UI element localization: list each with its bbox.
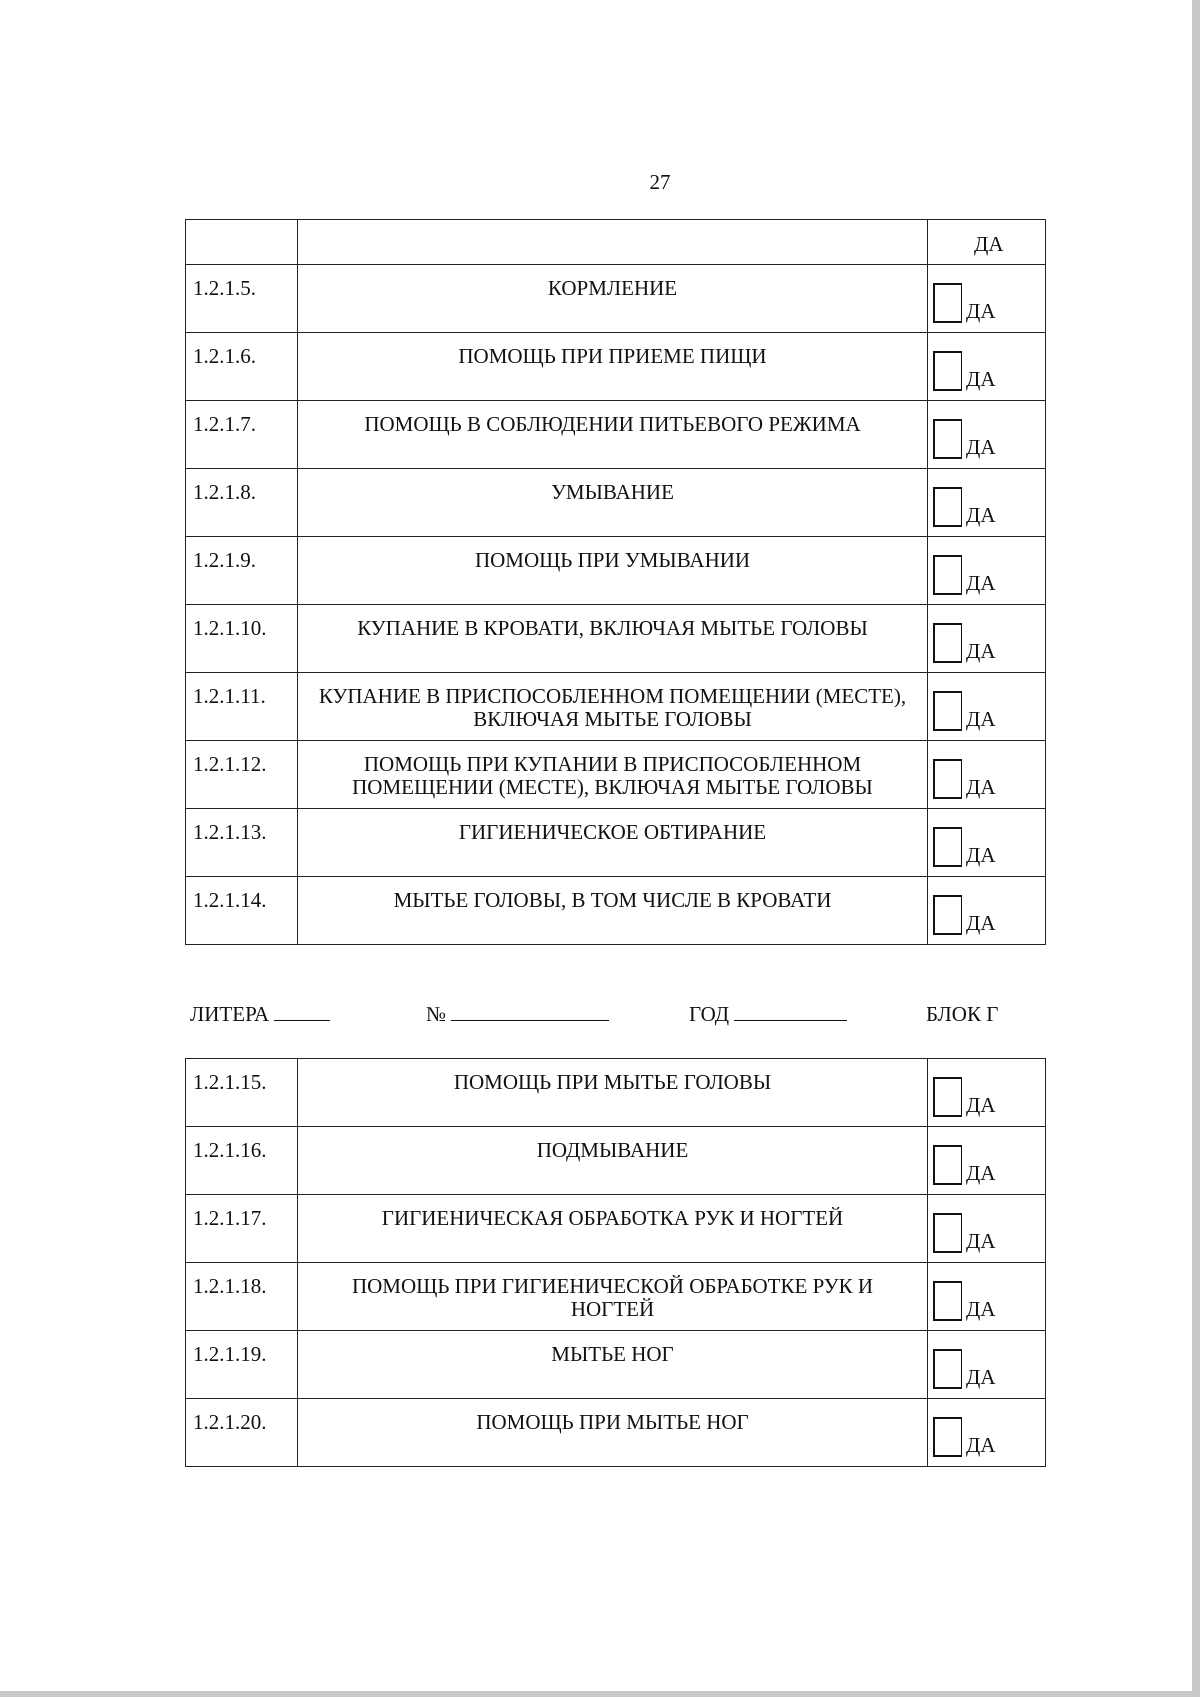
- yes-cell: [928, 1263, 1046, 1331]
- block-label: БЛОК Г: [926, 1002, 999, 1026]
- yes-checkbox[interactable]: [933, 487, 962, 527]
- yes-label: ДА: [966, 911, 996, 935]
- yes-label: ДА: [966, 299, 996, 323]
- yes-cell: [928, 537, 1046, 605]
- yes-label: ДА: [966, 1297, 996, 1321]
- item-description: ПОМОЩЬ ПРИ КУПАНИИ В ПРИСПОСОБЛЕННОМ ПОМЕЩЕНИИ (МЕСТЕ), ВКЛЮЧАЯ МЫТЬЕ ГОЛОВЫ: [298, 741, 928, 809]
- yes-cell: [928, 1399, 1046, 1467]
- litera-label: ЛИТЕРА: [190, 1002, 270, 1026]
- yes-label: ДА: [966, 707, 996, 731]
- yes-checkbox[interactable]: [933, 419, 962, 459]
- header-yes-cell: [928, 220, 1046, 265]
- yes-checkbox[interactable]: [933, 1281, 962, 1321]
- yes-checkbox[interactable]: [933, 691, 962, 731]
- item-code: 1.2.1.14.: [186, 877, 298, 945]
- item-code: 1.2.1.5.: [186, 265, 298, 333]
- item-code: 1.2.1.20.: [186, 1399, 298, 1467]
- table-row: [186, 673, 1046, 741]
- table-row: [186, 1331, 1046, 1399]
- table-row: [186, 401, 1046, 469]
- yes-cell: [928, 333, 1046, 401]
- yes-label: ДА: [966, 503, 996, 527]
- item-code: 1.2.1.12.: [186, 741, 298, 809]
- item-description: КУПАНИЕ В ПРИСПОСОБЛЕННОМ ПОМЕЩЕНИИ (МЕСТЕ), ВКЛЮЧАЯ МЫТЬЕ ГОЛОВЫ: [298, 673, 928, 741]
- yes-cell: [928, 605, 1046, 673]
- yes-cell: [928, 265, 1046, 333]
- yes-label: ДА: [966, 435, 996, 459]
- item-description: КОРМЛЕНИЕ: [298, 265, 928, 333]
- litera-blank[interactable]: [274, 1002, 330, 1021]
- table-row: [186, 537, 1046, 605]
- table-row: [186, 1263, 1046, 1331]
- table-row: [186, 1059, 1046, 1127]
- page-number: 27: [649, 170, 671, 194]
- yes-label: ДА: [966, 1433, 996, 1457]
- yes-label: ДА: [966, 367, 996, 391]
- yes-checkbox[interactable]: [933, 555, 962, 595]
- yes-label: ДА: [966, 1229, 996, 1253]
- header-yes-label: ДА: [974, 232, 1004, 256]
- year-field: [689, 1002, 847, 1027]
- table-row: [186, 1399, 1046, 1467]
- table-row: [186, 1195, 1046, 1263]
- item-code: 1.2.1.10.: [186, 605, 298, 673]
- item-description: МЫТЬЕ ГОЛОВЫ, В ТОМ ЧИСЛЕ В КРОВАТИ: [298, 877, 928, 945]
- item-code: 1.2.1.6.: [186, 333, 298, 401]
- item-description: ПОМОЩЬ ПРИ МЫТЬЕ НОГ: [298, 1399, 928, 1467]
- table-row: [186, 605, 1046, 673]
- yes-cell: [928, 1195, 1046, 1263]
- services-table-upper: [185, 219, 1046, 945]
- table-header-row: [186, 220, 1046, 265]
- item-code: 1.2.1.19.: [186, 1331, 298, 1399]
- yes-checkbox[interactable]: [933, 827, 962, 867]
- table-row: [186, 333, 1046, 401]
- table-row: [186, 469, 1046, 537]
- item-code: 1.2.1.17.: [186, 1195, 298, 1263]
- header-code-cell: [186, 220, 298, 265]
- item-code: 1.2.1.8.: [186, 469, 298, 537]
- yes-cell: [928, 741, 1046, 809]
- yes-label: ДА: [966, 1365, 996, 1389]
- yes-label: ДА: [966, 571, 996, 595]
- yes-checkbox[interactable]: [933, 351, 962, 391]
- yes-checkbox[interactable]: [933, 623, 962, 663]
- yes-cell: [928, 877, 1046, 945]
- item-code: 1.2.1.15.: [186, 1059, 298, 1127]
- header-text-cell: [298, 220, 928, 265]
- yes-cell: [928, 673, 1046, 741]
- item-description: МЫТЬЕ НОГ: [298, 1331, 928, 1399]
- yes-checkbox[interactable]: [933, 283, 962, 323]
- yes-checkbox[interactable]: [933, 1417, 962, 1457]
- item-description: ПОДМЫВАНИЕ: [298, 1127, 928, 1195]
- item-code: 1.2.1.9.: [186, 537, 298, 605]
- number-label: №: [426, 1002, 447, 1026]
- number-field: [426, 1002, 609, 1027]
- item-code: 1.2.1.7.: [186, 401, 298, 469]
- yes-cell: [928, 1331, 1046, 1399]
- yes-cell: [928, 809, 1046, 877]
- yes-cell: [928, 401, 1046, 469]
- item-description: ПОМОЩЬ В СОБЛЮДЕНИИ ПИТЬЕВОГО РЕЖИМА: [298, 401, 928, 469]
- item-description: ПОМОЩЬ ПРИ УМЫВАНИИ: [298, 537, 928, 605]
- item-description: УМЫВАНИЕ: [298, 469, 928, 537]
- yes-label: ДА: [966, 775, 996, 799]
- year-label: ГОД: [689, 1002, 730, 1026]
- year-blank[interactable]: [734, 1002, 847, 1021]
- item-code: 1.2.1.13.: [186, 809, 298, 877]
- yes-checkbox[interactable]: [933, 895, 962, 935]
- yes-checkbox[interactable]: [933, 1077, 962, 1117]
- yes-label: ДА: [966, 1093, 996, 1117]
- item-code: 1.2.1.18.: [186, 1263, 298, 1331]
- item-description: ПОМОЩЬ ПРИ ПРИЕМЕ ПИЩИ: [298, 333, 928, 401]
- yes-label: ДА: [966, 1161, 996, 1185]
- table-row: [186, 809, 1046, 877]
- yes-cell: [928, 1059, 1046, 1127]
- yes-checkbox[interactable]: [933, 759, 962, 799]
- item-code: 1.2.1.16.: [186, 1127, 298, 1195]
- item-description: ГИГИЕНИЧЕСКОЕ ОБТИРАНИЕ: [298, 809, 928, 877]
- item-description: ГИГИЕНИЧЕСКАЯ ОБРАБОТКА РУК И НОГТЕЙ: [298, 1195, 928, 1263]
- yes-label: ДА: [966, 843, 996, 867]
- litera-field: [190, 1002, 330, 1027]
- item-code: 1.2.1.11.: [186, 673, 298, 741]
- yes-checkbox[interactable]: [933, 1349, 962, 1389]
- services-table-lower: [185, 1058, 1046, 1467]
- table-row: [186, 877, 1046, 945]
- number-blank[interactable]: [451, 1002, 609, 1021]
- table-row: [186, 1127, 1046, 1195]
- yes-cell: [928, 1127, 1046, 1195]
- item-description: КУПАНИЕ В КРОВАТИ, ВКЛЮЧАЯ МЫТЬЕ ГОЛОВЫ: [298, 605, 928, 673]
- yes-cell: [928, 469, 1046, 537]
- yes-checkbox[interactable]: [933, 1213, 962, 1253]
- table-row: [186, 741, 1046, 809]
- item-description: ПОМОЩЬ ПРИ ГИГИЕНИЧЕСКОЙ ОБРАБОТКЕ РУК И НОГТЕЙ: [298, 1263, 928, 1331]
- item-description: ПОМОЩЬ ПРИ МЫТЬЕ ГОЛОВЫ: [298, 1059, 928, 1127]
- yes-checkbox[interactable]: [933, 1145, 962, 1185]
- table-row: [186, 265, 1046, 333]
- yes-label: ДА: [966, 639, 996, 663]
